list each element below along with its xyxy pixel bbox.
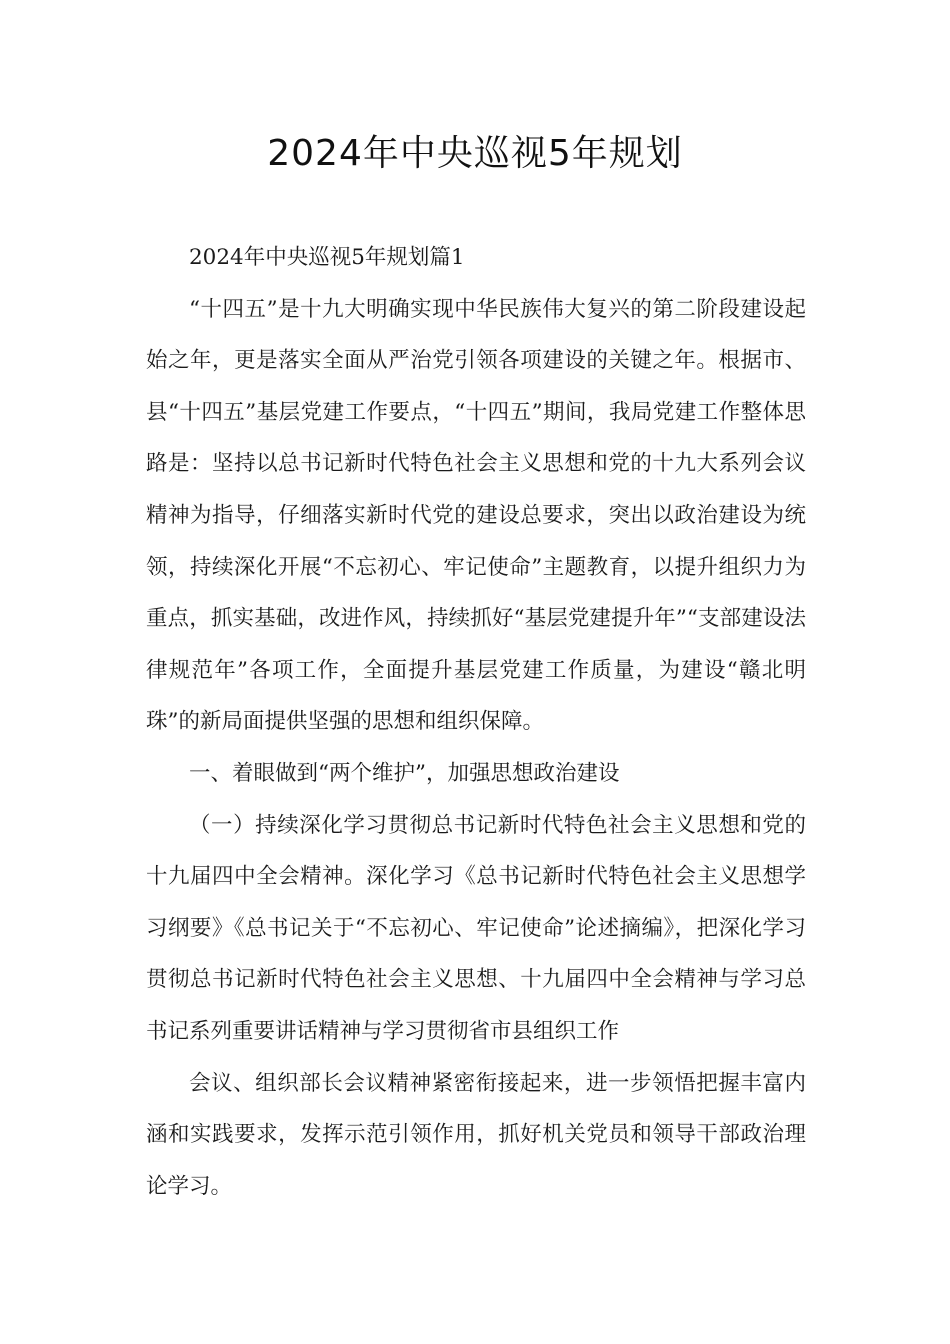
paragraph-continuation: 会议、组织部长会议精神紧密衔接起来，进一步领悟把握丰富内涵和实践要求，发挥示范引领作用，抓好机关党员和领导干部政治理论学习。 (146, 1070, 806, 1199)
document-title: 2024年中央巡视5年规划 (267, 133, 683, 174)
document-body (146, 232, 806, 1212)
paragraph-intro: “十四五”是十九大明确实现中华民族伟大复兴的第二阶段建设起始之年，更是落实全面从严治党引领各项建设的关键之年。根据市、县“十四五”基层党建工作要点，“十四五”期间，我局党建工作整体思路是：坚持以总书记新时代特色社会主义思想和党的十九大系列会议精神为指导，仔细落实新时代党的建设总要求，突出以政治建设为统领，持续深化开展“不忘初心、牢记使命”主题教育，以提升组织力为重点，抓实基础，改进作风，持续抓好“基层党建提升年”“支部建设法律规范年”各项工作，全面提升基层党建工作质量，为建设“赣北明珠”的新局面提供坚强的思想和组织保障。 (146, 296, 806, 735)
paragraph-subtitle: 2024年中央巡视5年规划篇1 (189, 245, 465, 270)
paragraph-section-heading: 一、着眼做到“两个维护”，加强思想政治建设 (189, 760, 620, 786)
paragraph-item-1: （一）持续深化学习贯彻总书记新时代特色社会主义思想和党的十九届四中全会精神。深化学习《总书记新时代特色社会主义思想学习纲要》《总书记关于“不忘初心、牢记使命”论述摘编》，把深化学习贯彻总书记新时代特色社会主义思想、十九届四中全会精神与学习总书记系列重要讲话精神与学习贯彻省市县组织工作 (146, 812, 806, 1044)
